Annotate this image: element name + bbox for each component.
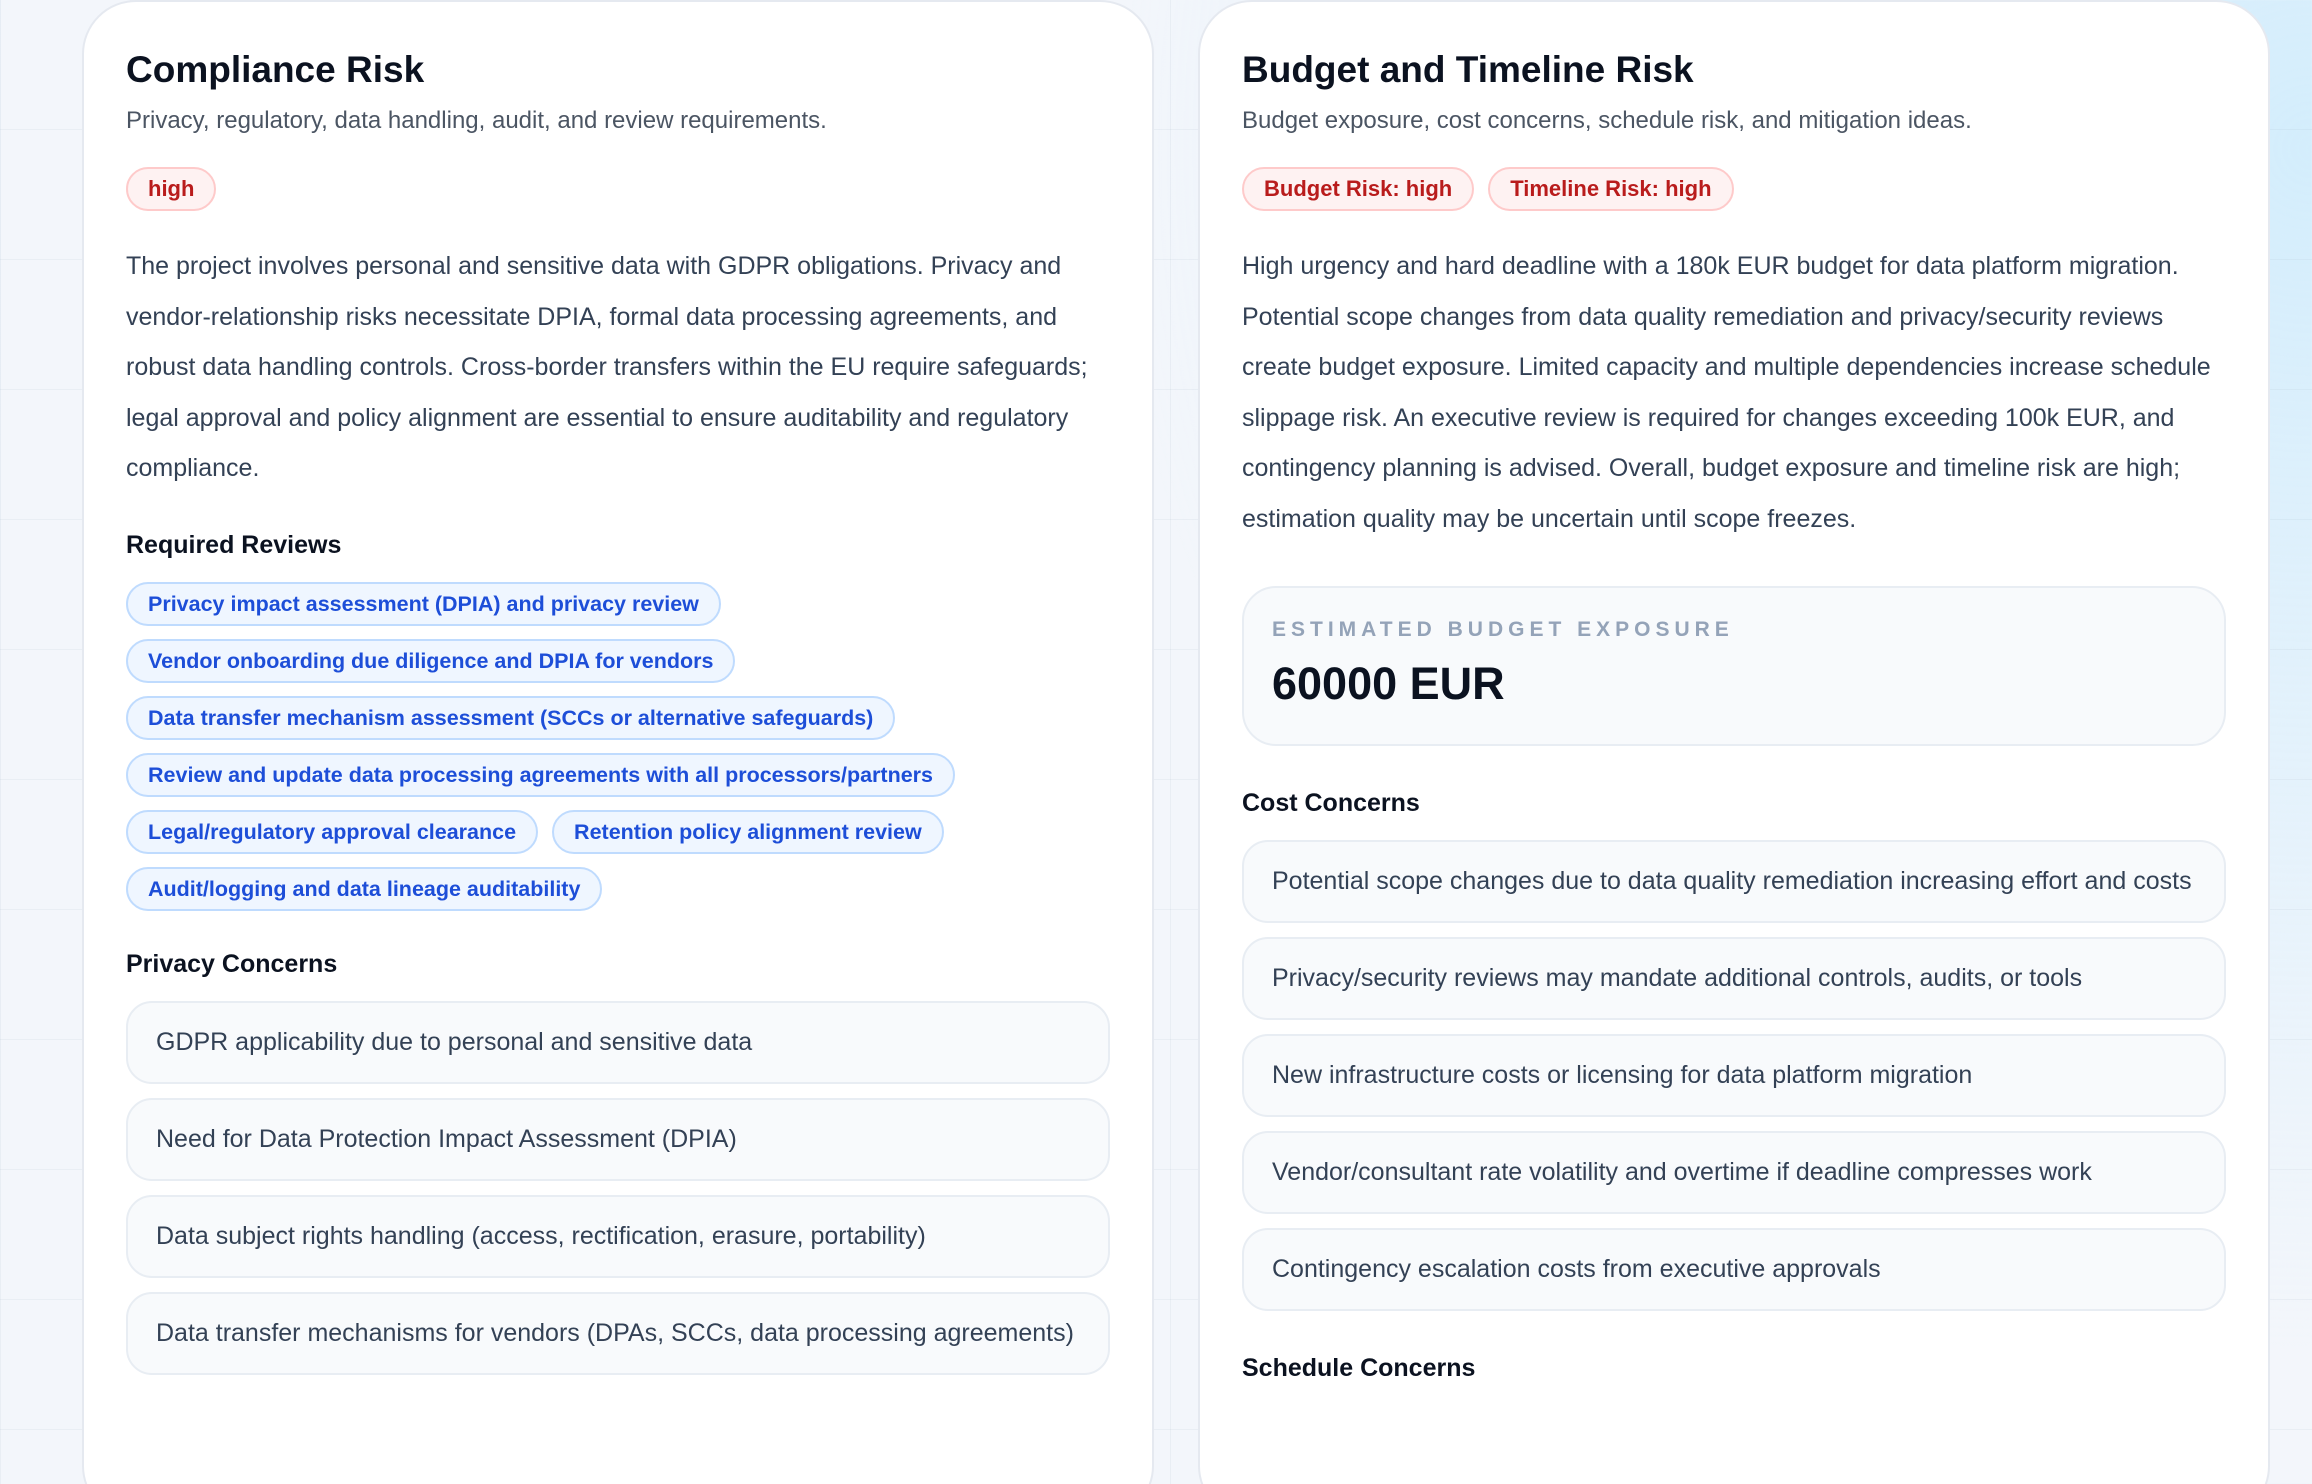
- risk-badges: [126, 167, 1110, 211]
- review-chip: Privacy impact assessment (DPIA) and privacy review: [126, 582, 721, 626]
- compliance-risk-card: [82, 0, 1154, 1484]
- budget-timeline-risk-card: [1198, 0, 2270, 1484]
- card-title: Compliance Risk: [126, 49, 425, 90]
- risk-badges: [1242, 167, 2226, 211]
- review-chip: Retention policy alignment review: [552, 810, 944, 854]
- review-chip: Data transfer mechanism assessment (SCCs or alternative safeguards): [126, 696, 895, 740]
- compliance-summary: The project involves personal and sensitive data with GDPR obligations. Privacy and vendor-relationship risks necessitate DPIA, formal data processing agreements, and robust data handling controls. Cross-border transfers within the EU require safeguards; legal approval and policy alignment are essential to ensure auditability and regulatory compliance.: [126, 252, 1088, 482]
- card-title: Budget and Timeline Risk: [1242, 49, 1694, 90]
- review-chip: Legal/regulatory approval clearance: [126, 810, 538, 854]
- cost-concerns-list: [1242, 840, 2226, 1311]
- risk-level-badge: high: [126, 167, 216, 211]
- list-item: New infrastructure costs or licensing for data platform migration: [1242, 1034, 2226, 1117]
- cost-concerns-heading: Cost Concerns: [1242, 789, 1420, 817]
- list-item: Vendor/consultant rate volatility and overtime if deadline compresses work: [1242, 1131, 2226, 1214]
- list-item: Potential scope changes due to data quality remediation increasing effort and costs: [1242, 840, 2226, 923]
- budget-risk-badge: Budget Risk: high: [1242, 167, 1474, 211]
- list-item: Need for Data Protection Impact Assessment (DPIA): [126, 1098, 1110, 1181]
- list-item: Contingency escalation costs from executive approvals: [1242, 1228, 2226, 1311]
- review-chip: Vendor onboarding due diligence and DPIA for vendors: [126, 639, 735, 683]
- required-reviews-heading: Required Reviews: [126, 530, 342, 559]
- schedule-concerns-heading: Schedule Concerns: [1242, 1354, 1476, 1382]
- list-item: Data transfer mechanisms for vendors (DPAs, SCCs, data processing agreements): [126, 1292, 1110, 1375]
- required-reviews-list: [126, 582, 1110, 911]
- timeline-risk-badge: Timeline Risk: high: [1488, 167, 1733, 211]
- exposure-label: ESTIMATED BUDGET EXPOSURE: [1272, 618, 1734, 641]
- budget-exposure-panel: [1242, 586, 2226, 746]
- list-item: GDPR applicability due to personal and sensitive data: [126, 1001, 1110, 1084]
- exposure-value: 60000 EUR: [1272, 658, 1505, 709]
- list-item: Privacy/security reviews may mandate additional controls, audits, or tools: [1242, 937, 2226, 1020]
- list-item: Data subject rights handling (access, rectification, erasure, portability): [126, 1195, 1110, 1278]
- privacy-concerns-heading: Privacy Concerns: [126, 949, 338, 978]
- review-chip: Audit/logging and data lineage auditability: [126, 867, 602, 911]
- card-subtitle: Privacy, regulatory, data handling, audit, and review requirements.: [126, 107, 827, 134]
- card-subtitle: Budget exposure, cost concerns, schedule risk, and mitigation ideas.: [1242, 107, 1972, 134]
- budget-summary: High urgency and hard deadline with a 180k EUR budget for data platform migration. Potential scope changes from data quality remediation and privacy/security reviews create budget exposure. Limited capacity and multiple dependencies increase schedule slippage risk. An executive review is required for changes exceeding 100k EUR, and contingency planning is advised. Overall, budget exposure and timeline risk are high; estimation quality may be uncertain until scope freezes.: [1242, 252, 2211, 533]
- review-chip: Review and update data processing agreements with all processors/partners: [126, 753, 955, 797]
- privacy-concerns-list: [126, 1001, 1110, 1375]
